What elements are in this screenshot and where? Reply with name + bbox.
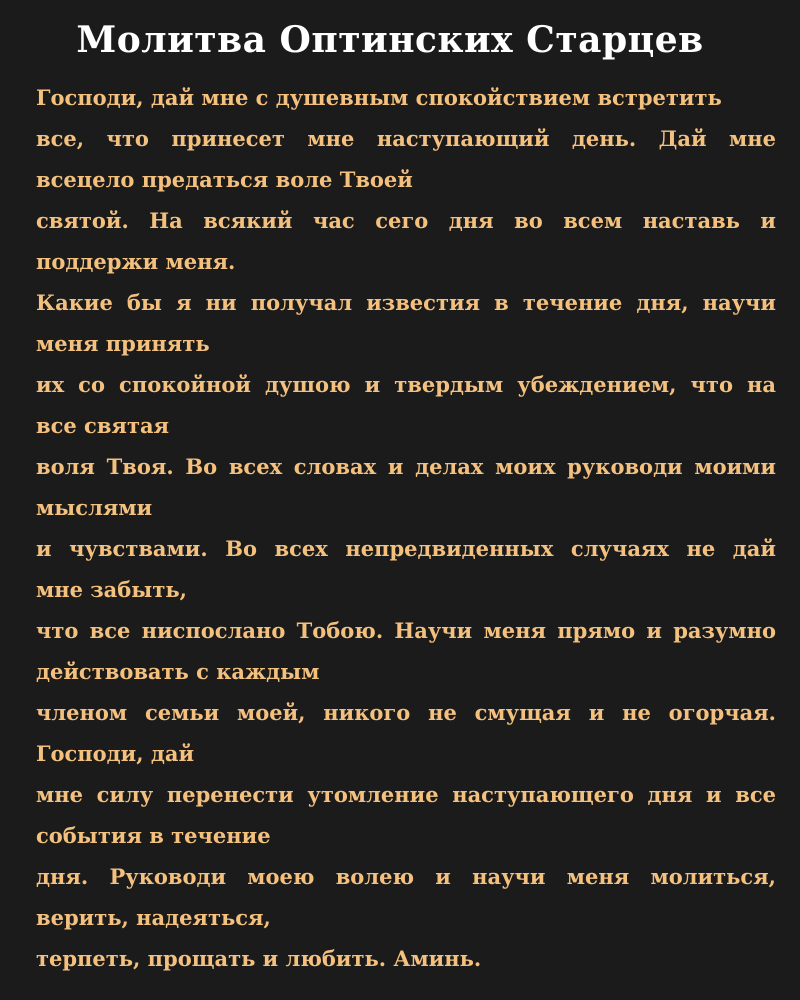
- prayer-line: святой. На всякий час сего дня во всем наставь и: [36, 208, 776, 233]
- prayer-line: Господи, дай: [36, 741, 195, 766]
- prayer-line: верить, надеяться,: [36, 905, 271, 930]
- prayer-line: всецело предаться воле Твоей: [36, 167, 413, 192]
- prayer-line: дня. Руководи моею волею и научи меня молиться,: [36, 864, 776, 889]
- prayer-line: меня принять: [36, 331, 210, 356]
- page-title: Молитва Оптинских Старцев: [76, 19, 704, 61]
- prayer-line: воля Твоя. Во всех словах и делах моих руководи моими: [36, 454, 776, 479]
- prayer-line: мне силу перенести утомление наступающего дня и все: [36, 782, 776, 807]
- prayer-text: [36, 77, 776, 979]
- prayer-line: их со спокойной душою и твердым убеждением, что на: [36, 372, 776, 397]
- prayer-line: все святая: [36, 413, 170, 438]
- prayer-line: терпеть, прощать и любить. Аминь.: [36, 946, 482, 971]
- prayer-line: мне забыть,: [36, 577, 187, 602]
- prayer-line: Господи, дай мне с душевным спокойствием встретить: [36, 85, 722, 110]
- prayer-line: все, что принесет мне наступающий день. Дай мне: [36, 126, 776, 151]
- prayer-line: членом семьи моей, никого не смущая и не огорчая.: [36, 700, 776, 725]
- prayer-line: и чувствами. Во всех непредвиденных случаях не дай: [36, 536, 776, 561]
- prayer-line: действовать с каждым: [36, 659, 320, 684]
- prayer-line: Какие бы я ни получал известия в течение дня, научи: [36, 290, 776, 315]
- prayer-line: поддержи меня.: [36, 249, 236, 274]
- prayer-line: что все ниспослано Тобою. Научи меня прямо и разумно: [36, 618, 776, 643]
- prayer-line: события в течение: [36, 823, 271, 848]
- prayer-line: мыслями: [36, 495, 153, 520]
